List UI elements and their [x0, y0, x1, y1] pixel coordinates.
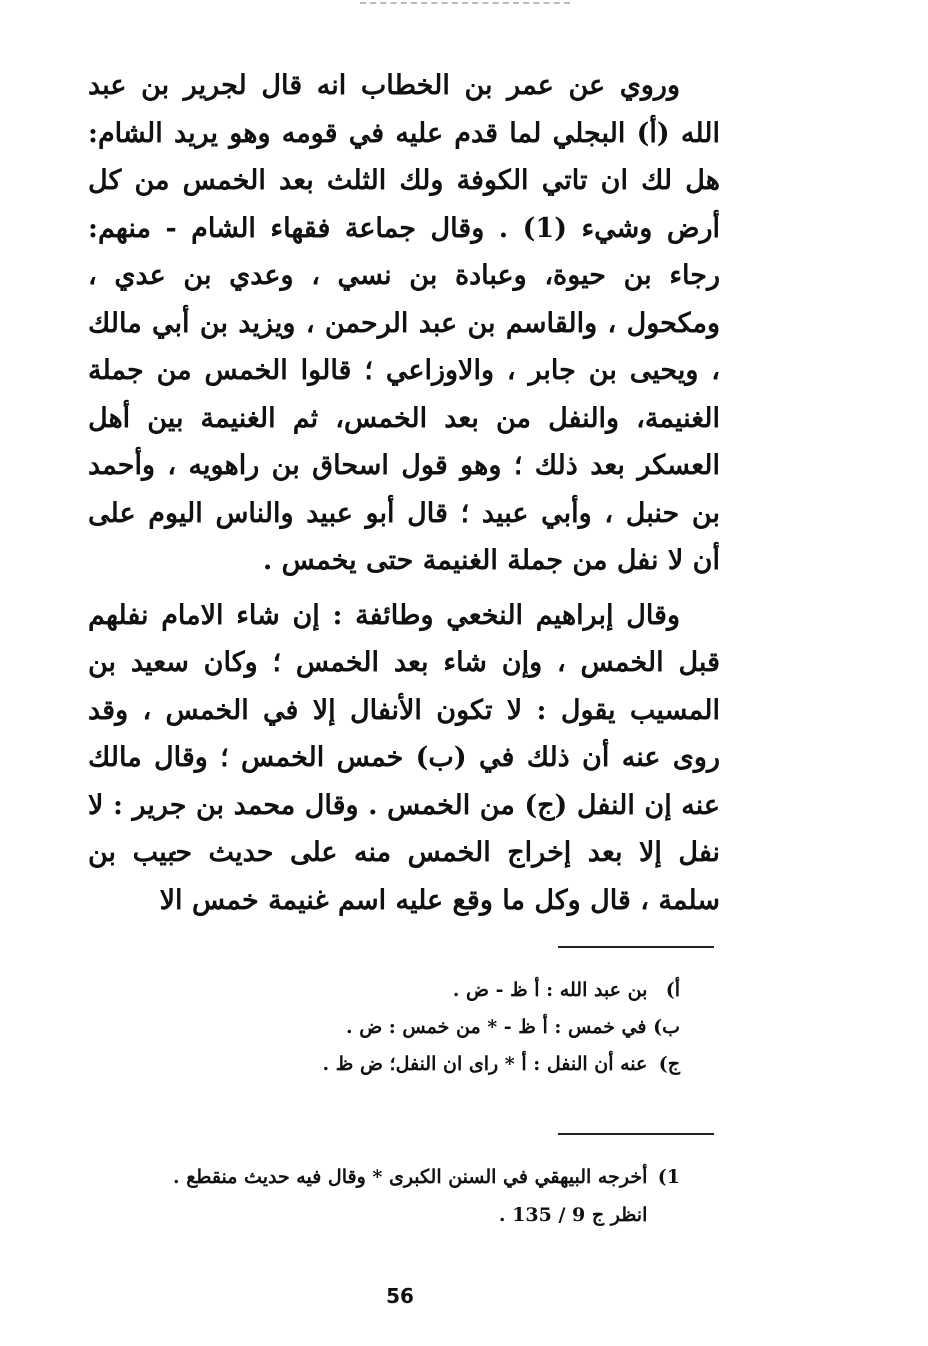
note-text: انظر ج 9 / 135 . [498, 1204, 648, 1226]
footnote-separator [558, 946, 714, 948]
note-text: عنه أن النفل : أ * راى ان النفل؛ ض ظ . [322, 1053, 648, 1075]
note-text: بن عبد الله : أ ظ - ض . [452, 979, 648, 1001]
note-text: في خمس : أ ظ - * من خمس : ض . [345, 1016, 647, 1038]
main-text [88, 62, 720, 924]
page-number: 56 [386, 1284, 414, 1308]
note-mark: ج) [658, 1053, 680, 1075]
paragraph: وقال إبراهيم النخعي وطائفة : إن شاء الامام نفلهم قبل الخمس ، وإن شاء بعد الخمس ؛ وكان سعيد بن المسيب يقول : لا تكون الأنفال إلا في الخمس ، وقد روى عنه أن ذلك في (ب) خمس الخمس ؛ وقال مالك عنه إن النفل (ج) من الخمس . وقال محمد بن جرير : لا نفل إلا بعد إخراج الخمس منه على حديث حبيب بن سلمة ، قال وكل ما وقع عليه اسم غنيمة خمس الا [88, 599, 720, 916]
note-mark: 1) [657, 1166, 680, 1188]
apparatus-note [120, 1009, 680, 1046]
paragraph: وروي عن عمر بن الخطاب انه قال لجرير بن عبد الله (أ) البجلي لما قدم عليه في قومه وهو يريد الشام: هل لك ان تاتي الكوفة ولك الثلث بعد الخمس من كل أرض وشيء (1) . وقال جماعة فقهاء الشام - منهم: رجاء بن حيوة، وعبادة بن نسي ، وعدي بن عدي ، ومكحول ، والقاسم بن عبد الرحمن ، ويزيد بن أبي مالك ، ويحيى بن جابر ، والاوزاعي ؛ قالوا الخمس من جملة الغنيمة، والنفل من بعد الخمس، ثم الغنيمة بين أهل العسكر بعد ذلك ؛ وهو قول اسحاق بن راهويه ، وأحمد بن حنبل ، وأبي عبيد ؛ قال أبو عبيد والناس اليوم على أن لا نفل من جملة الغنيمة حتى يخمس . [88, 70, 721, 576]
footnote [120, 1196, 680, 1234]
apparatus-note [120, 972, 680, 1009]
apparatus-note [120, 1046, 680, 1083]
note-text: أخرجه البيهقي في السنن الكبرى * وقال فيه حديث منقطع . [172, 1166, 648, 1188]
note-mark: ب) [653, 1016, 680, 1038]
footnote-separator [558, 1133, 714, 1135]
top-edge-rule [360, 2, 570, 4]
apparatus-notes [120, 972, 680, 1083]
note-mark: أ) [665, 979, 680, 1001]
footnotes [120, 1158, 680, 1234]
footnote [120, 1158, 680, 1196]
